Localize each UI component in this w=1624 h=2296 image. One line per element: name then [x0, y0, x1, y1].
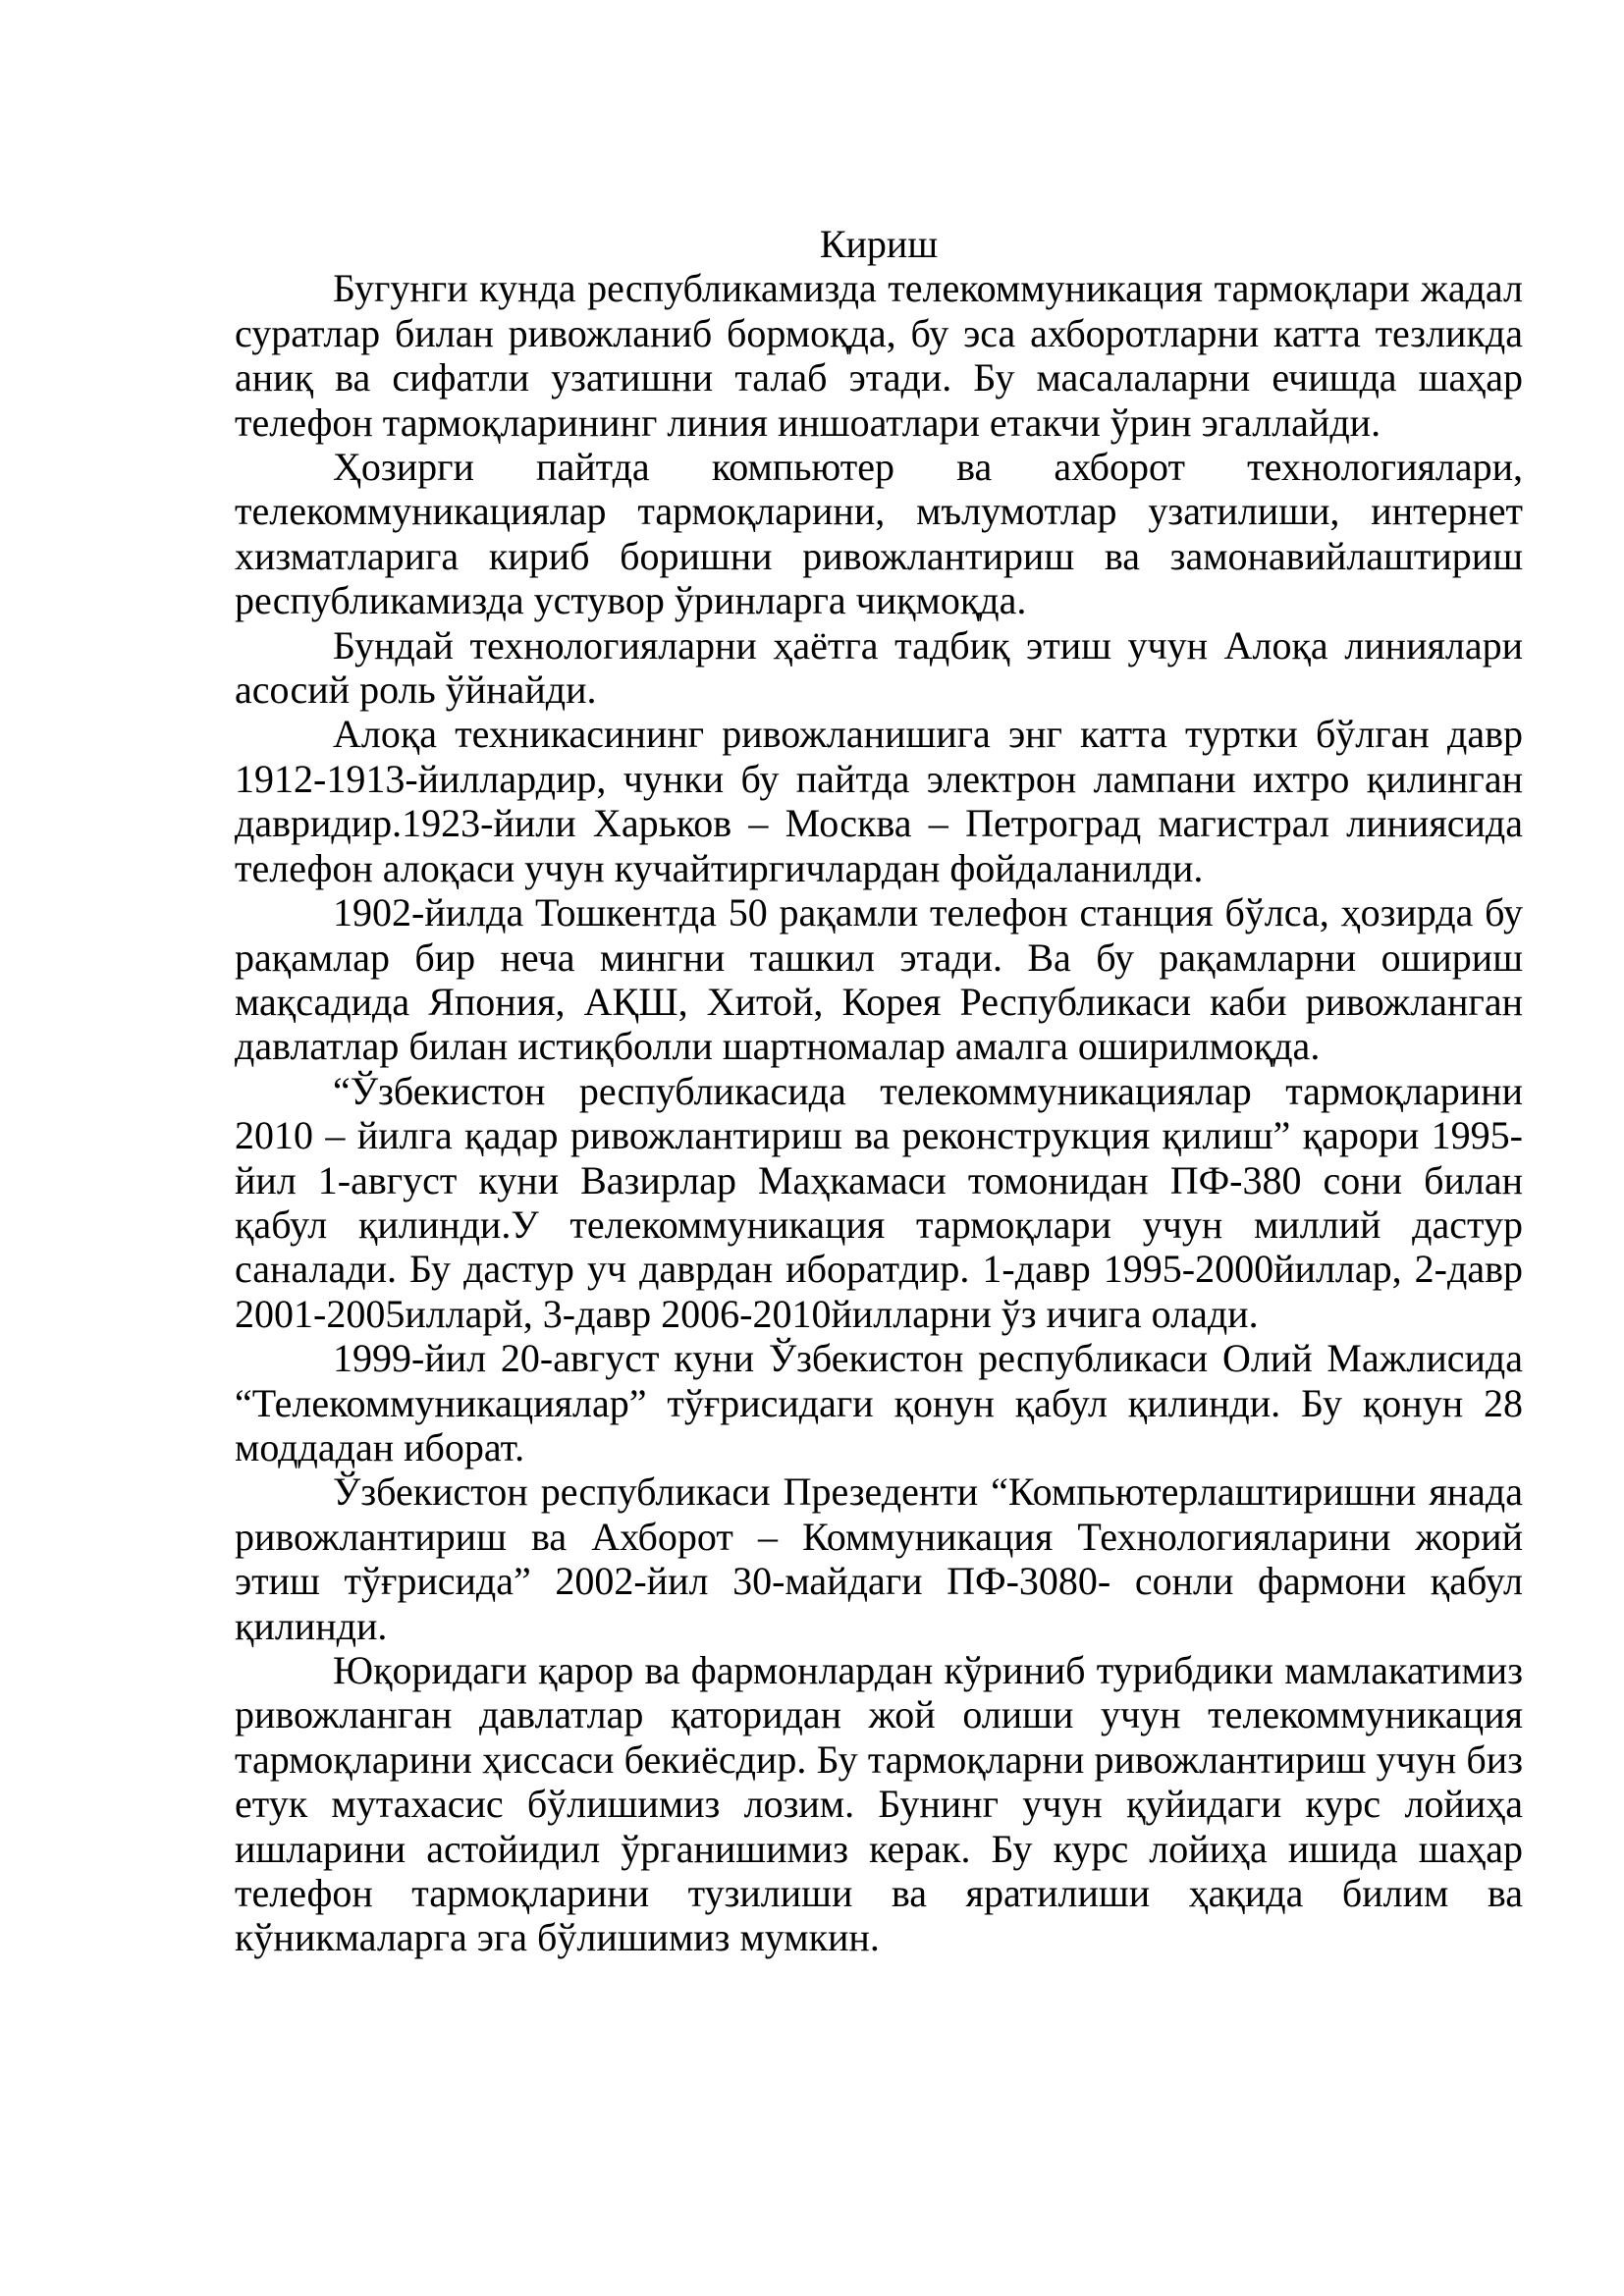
paragraph-7: 1999-йил 20-август куни Ўзбекистон республикаси Олий Мажлисида “Телекоммуникациялар” тўғрисидаги қонун қабул қилинди. Бу қонун 28 моддадан иборат.	[235, 1336, 1523, 1469]
page-title: Кириш	[819, 222, 939, 266]
paragraph-9: Юқоридаги қарор ва фармонлардан кўриниб турибдики мамлакатимиз ривожланган давлатлар қаторидан жой олиши учун телекоммуникация тармоқларини ҳиссаси бекиёсдир. Бу тармоқларни ривожлантириш учун биз етук мутахасис бўлишимиз лозим. Бунинг учун қуйидаги курс лойиҳа ишларини астойидил ўрганишимиз керак. Бу курс лойиҳа ишида шаҳар телефон тармоқларини тузилиши ва яратилиши ҳақида билим ва кўникмаларга эга бўлишимиз мумкин.	[235, 1648, 1523, 1960]
document-page	[235, 222, 1523, 1960]
paragraph-1: Бугунги кунда республикамизда телекоммуникация тармоқлари жадал суратлар билан ривожланиб бормоқда, бу эса ахборотларни катта тезликда аниқ ва сифатли узатишни талаб этади. Бу масалаларни ечишда шаҳар телефон тармоқларининг линия иншоатлари етакчи ўрин эгаллайди.	[235, 266, 1523, 445]
paragraph-3: Бундай технологияларни ҳаётга тадбиқ этиш учун Алоқа линиялари асосий роль ўйнайди.	[235, 622, 1523, 713]
paragraph-2: Ҳозирги пайтда компьютер ва ахборот технологиялари, телекоммуникациялар тармоқларини, мълумотлар узатилиши, интернет хизматларига кириб боришни ривожлантириш ва замонавийлаштириш республикамизда устувор ўринларга чиқмоқда.	[235, 445, 1523, 623]
paragraph-6: “Ўзбекистон республикасида телекоммуникациялар тармоқларини 2010 – йилга қадар ривожлантириш ва реконструкция қилиш” қарори 1995-йил 1-август куни Вазирлар Маҳкамаси томонидан ПФ-380 сони билан қабул қилинди.У телекоммуникация тармоқлари учун миллий дастур саналади. Бу дастур уч даврдан иборатдир. 1-давр 1995-2000йиллар, 2-давр 2001-2005илларй, 3-давр 2006-2010йилларни ўз ичига олади.	[235, 1068, 1523, 1336]
paragraph-5: 1902-йилда Тошкентда 50 рақамли телефон станция бўлса, ҳозирда бу рақамлар бир неча мингни ташкил этади. Ва бу рақамларни ошириш мақсадида Япония, АҚШ, Хитой, Корея Республикаси каби ривожланган давлатлар билан истиқболли шартномалар амалга оширилмоқда.	[235, 890, 1523, 1069]
paragraph-4: Алоқа техникасининг ривожланишига энг катта туртки бўлган давр 1912-1913-йиллардир, чунки бу пайтда электрон лампани ихтро қилинган давридир.1923-йили Харьков – Москва – Петроград магистрал линиясида телефон алоқаси учун кучайтиргичлардан фойдаланилди.	[235, 712, 1523, 890]
paragraph-8: Ўзбекистон республикаси Презеденти “Компьютерлаштиришни янада ривожлантириш ва Ахборот – Коммуникация Технологияларини жорий этиш тўғрисида” 2002-йил 30-майдаги ПФ-3080- сонли фармони қабул қилинди.	[235, 1469, 1523, 1648]
